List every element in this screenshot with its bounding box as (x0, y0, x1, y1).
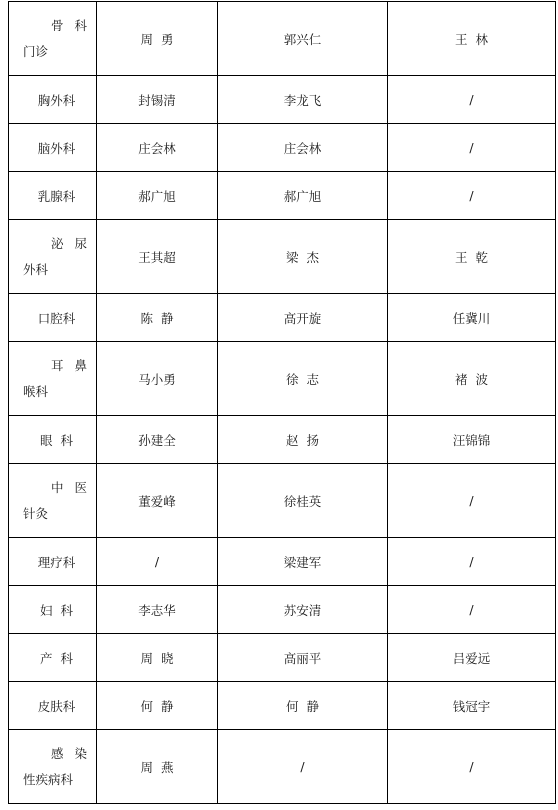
doctor-cell: 任冀川 (388, 294, 556, 342)
doctor-cell: 梁建军 (218, 538, 388, 586)
department-name: 产 科 (40, 650, 73, 666)
table-row (9, 538, 556, 586)
doctor-cell: / (388, 538, 556, 586)
department-cell (9, 634, 97, 682)
department-doctor-table (8, 1, 556, 804)
department-name: 乳腺科 (37, 188, 76, 204)
doctor-cell: 郝广旭 (97, 172, 218, 220)
table-row (9, 2, 556, 76)
doctor-cell: 钱冠宇 (388, 682, 556, 730)
table-row (9, 172, 556, 220)
doctor-cell: 封锡清 (97, 76, 218, 124)
doctor-cell: 高丽平 (218, 634, 388, 682)
doctor-cell: 梁 杰 (218, 220, 388, 294)
doctor-cell: 周 勇 (97, 2, 218, 76)
doctor-cell: 王 乾 (388, 220, 556, 294)
department-name: 眼 科 (40, 432, 73, 448)
department-cell (9, 730, 97, 804)
table-row (9, 416, 556, 464)
department-cell (9, 294, 97, 342)
doctor-cell: 苏安清 (218, 586, 388, 634)
doctor-cell: 董爱峰 (97, 464, 218, 538)
department-cell (9, 416, 97, 464)
table-row (9, 730, 556, 804)
table-row (9, 634, 556, 682)
doctor-cell: / (388, 464, 556, 538)
doctor-cell: 周 晓 (97, 634, 218, 682)
doctor-cell: 赵 扬 (218, 416, 388, 464)
department-name: 妇 科 (40, 602, 73, 618)
department-cell (9, 220, 97, 294)
doctor-cell: 徐桂英 (218, 464, 388, 538)
doctor-cell: / (218, 730, 388, 804)
doctor-cell: 何 静 (97, 682, 218, 730)
department-cell (9, 464, 97, 538)
department-name: 皮肤科 (37, 698, 76, 714)
doctor-cell: 郝广旭 (218, 172, 388, 220)
department-name: 耳鼻喉科 (23, 357, 87, 399)
doctor-cell: 王其超 (97, 220, 218, 294)
table-row (9, 294, 556, 342)
doctor-cell: 高开旋 (218, 294, 388, 342)
doctor-cell: 汪锦锦 (388, 416, 556, 464)
department-name: 骨科门诊 (23, 17, 87, 59)
department-name: 理疗科 (37, 554, 76, 570)
doctor-cell: / (97, 538, 218, 586)
doctor-cell: 庄会林 (218, 124, 388, 172)
doctor-cell: 王 林 (388, 2, 556, 76)
department-name: 胸外科 (37, 92, 76, 108)
table-row (9, 124, 556, 172)
department-cell (9, 2, 97, 76)
table-row (9, 220, 556, 294)
table-row (9, 464, 556, 538)
doctor-cell: / (388, 586, 556, 634)
doctor-cell: 陈 静 (97, 294, 218, 342)
doctor-cell: / (388, 172, 556, 220)
doctor-cell: 郭兴仁 (218, 2, 388, 76)
doctor-cell: 马小勇 (97, 342, 218, 416)
doctor-cell: 孙建全 (97, 416, 218, 464)
department-name: 口腔科 (37, 310, 76, 326)
department-cell (9, 538, 97, 586)
department-cell (9, 586, 97, 634)
doctor-cell: 李志华 (97, 586, 218, 634)
doctor-cell: 徐 志 (218, 342, 388, 416)
doctor-cell: / (388, 730, 556, 804)
doctor-cell: / (388, 76, 556, 124)
department-cell (9, 124, 97, 172)
doctor-cell: 庄会林 (97, 124, 218, 172)
department-cell (9, 682, 97, 730)
department-name: 泌尿外科 (23, 235, 87, 277)
table-row (9, 682, 556, 730)
doctor-cell: / (388, 124, 556, 172)
department-name: 中医针灸 (23, 479, 87, 521)
department-name: 脑外科 (37, 140, 76, 156)
department-cell (9, 76, 97, 124)
doctor-cell: 何 静 (218, 682, 388, 730)
doctor-cell: 李龙飞 (218, 76, 388, 124)
department-cell (9, 172, 97, 220)
department-cell (9, 342, 97, 416)
table-row (9, 342, 556, 416)
doctor-cell: 周 燕 (97, 730, 218, 804)
table-row (9, 586, 556, 634)
doctor-cell: 褚 波 (388, 342, 556, 416)
department-name: 感染性疾病科 (23, 745, 87, 787)
doctor-cell: 吕爱远 (388, 634, 556, 682)
table-row (9, 76, 556, 124)
